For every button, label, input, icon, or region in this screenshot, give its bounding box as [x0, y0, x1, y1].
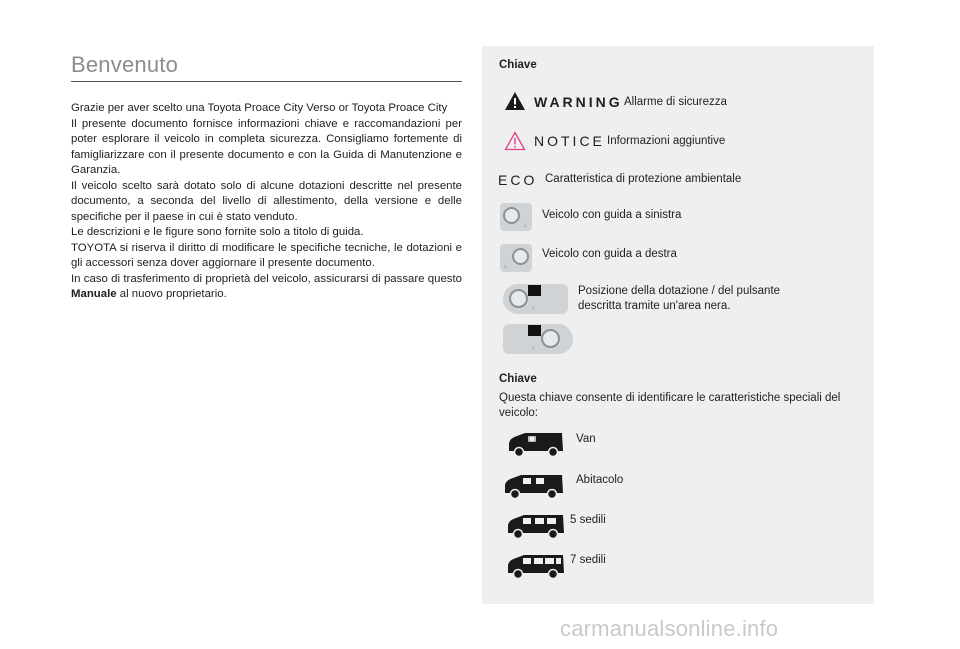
seven-seats-label: 7 sedili — [570, 554, 606, 566]
watermark: carmanualsonline.info — [560, 616, 779, 641]
cab-label: Abitacolo — [576, 474, 624, 486]
steering-wheel-icon — [509, 289, 528, 308]
notice-icon — [504, 131, 526, 151]
arrow-down-icon: ↓ — [531, 302, 535, 311]
arrow-down-icon: ↓ — [531, 342, 535, 351]
intro-paragraph: Grazie per aver scelto una Toyota Proace City Verso or Toyota Proace City — [71, 102, 448, 114]
five-seats-label: 5 sedili — [570, 514, 606, 526]
arrow-down-icon: ↓ — [523, 220, 527, 229]
highlight-area — [528, 285, 541, 296]
eco-keyword: ECO — [498, 172, 538, 188]
van-label: Van — [576, 433, 596, 445]
intro-paragraph: TOYOTA si riserva il diritto di modificare le specifiche tecniche, le dotazioni e gli accessori senza dover aggiornare il presente documento. — [71, 241, 462, 269]
position-label: Posizione della dotazione / del pulsante descritta tramite un'area nera. — [578, 285, 781, 312]
seven-seats-icon — [506, 553, 566, 580]
notice-keyword: NOTICE — [534, 133, 605, 149]
right-hand-drive-icon — [500, 244, 532, 272]
intro-paragraph: Le descrizioni e le figure sono fornite solo a titolo di guida. — [71, 226, 364, 238]
steering-wheel-icon — [503, 207, 520, 224]
position-rhd-icon — [503, 324, 573, 354]
highlight-area — [528, 325, 541, 336]
warning-icon — [504, 91, 526, 111]
position-lhd-icon — [503, 284, 568, 314]
arrow-down-icon: ↓ — [503, 261, 507, 270]
five-seats-icon — [506, 513, 566, 540]
rhd-label: Veicolo con guida a destra — [542, 248, 677, 260]
eco-label: Caratteristica di protezione ambientale — [545, 173, 742, 185]
manual-bold: Manuale — [71, 288, 117, 300]
title-divider — [71, 81, 462, 82]
key-heading: Chiave — [499, 59, 537, 71]
van-icon — [507, 431, 565, 458]
intro-paragraph: Il presente documento fornisce informazioni chiave e raccomandazioni per poter esplorare il veicolo in completa sicurezza. Consigliamo fortemente di famigliarizzare con il presente documento e con la Guida di Manutenzione e Garanzia. — [71, 117, 462, 176]
intro-paragraph-last: In caso di trasferimento di proprietà del veicolo, assicurarsi di passare questo Manuale al nuovo proprietario. — [71, 272, 462, 300]
lhd-label: Veicolo con guida a sinistra — [542, 209, 682, 221]
page-title: Benvenuto — [71, 52, 178, 77]
warning-keyword: WARNING — [534, 94, 623, 110]
notice-label: Informazioni aggiuntive — [607, 135, 726, 147]
steering-wheel-icon — [541, 329, 560, 348]
key-intro: Questa chiave consente di identificare le caratteristiche speciali del veicolo: — [499, 392, 841, 419]
left-hand-drive-icon — [500, 203, 532, 231]
intro-paragraph: Il veicolo scelto sarà dotato solo di alcune dotazioni descritte nel presente documento, a seconda del livello di allestimento, della versione e delle specifiche per il paese in cui è stato venduto. — [71, 179, 462, 223]
intro-text — [71, 101, 462, 303]
warning-label: Allarme di sicurezza — [624, 96, 727, 108]
key-heading-2: Chiave — [499, 373, 537, 385]
steering-wheel-icon — [512, 248, 529, 265]
cab-van-icon — [503, 473, 565, 500]
